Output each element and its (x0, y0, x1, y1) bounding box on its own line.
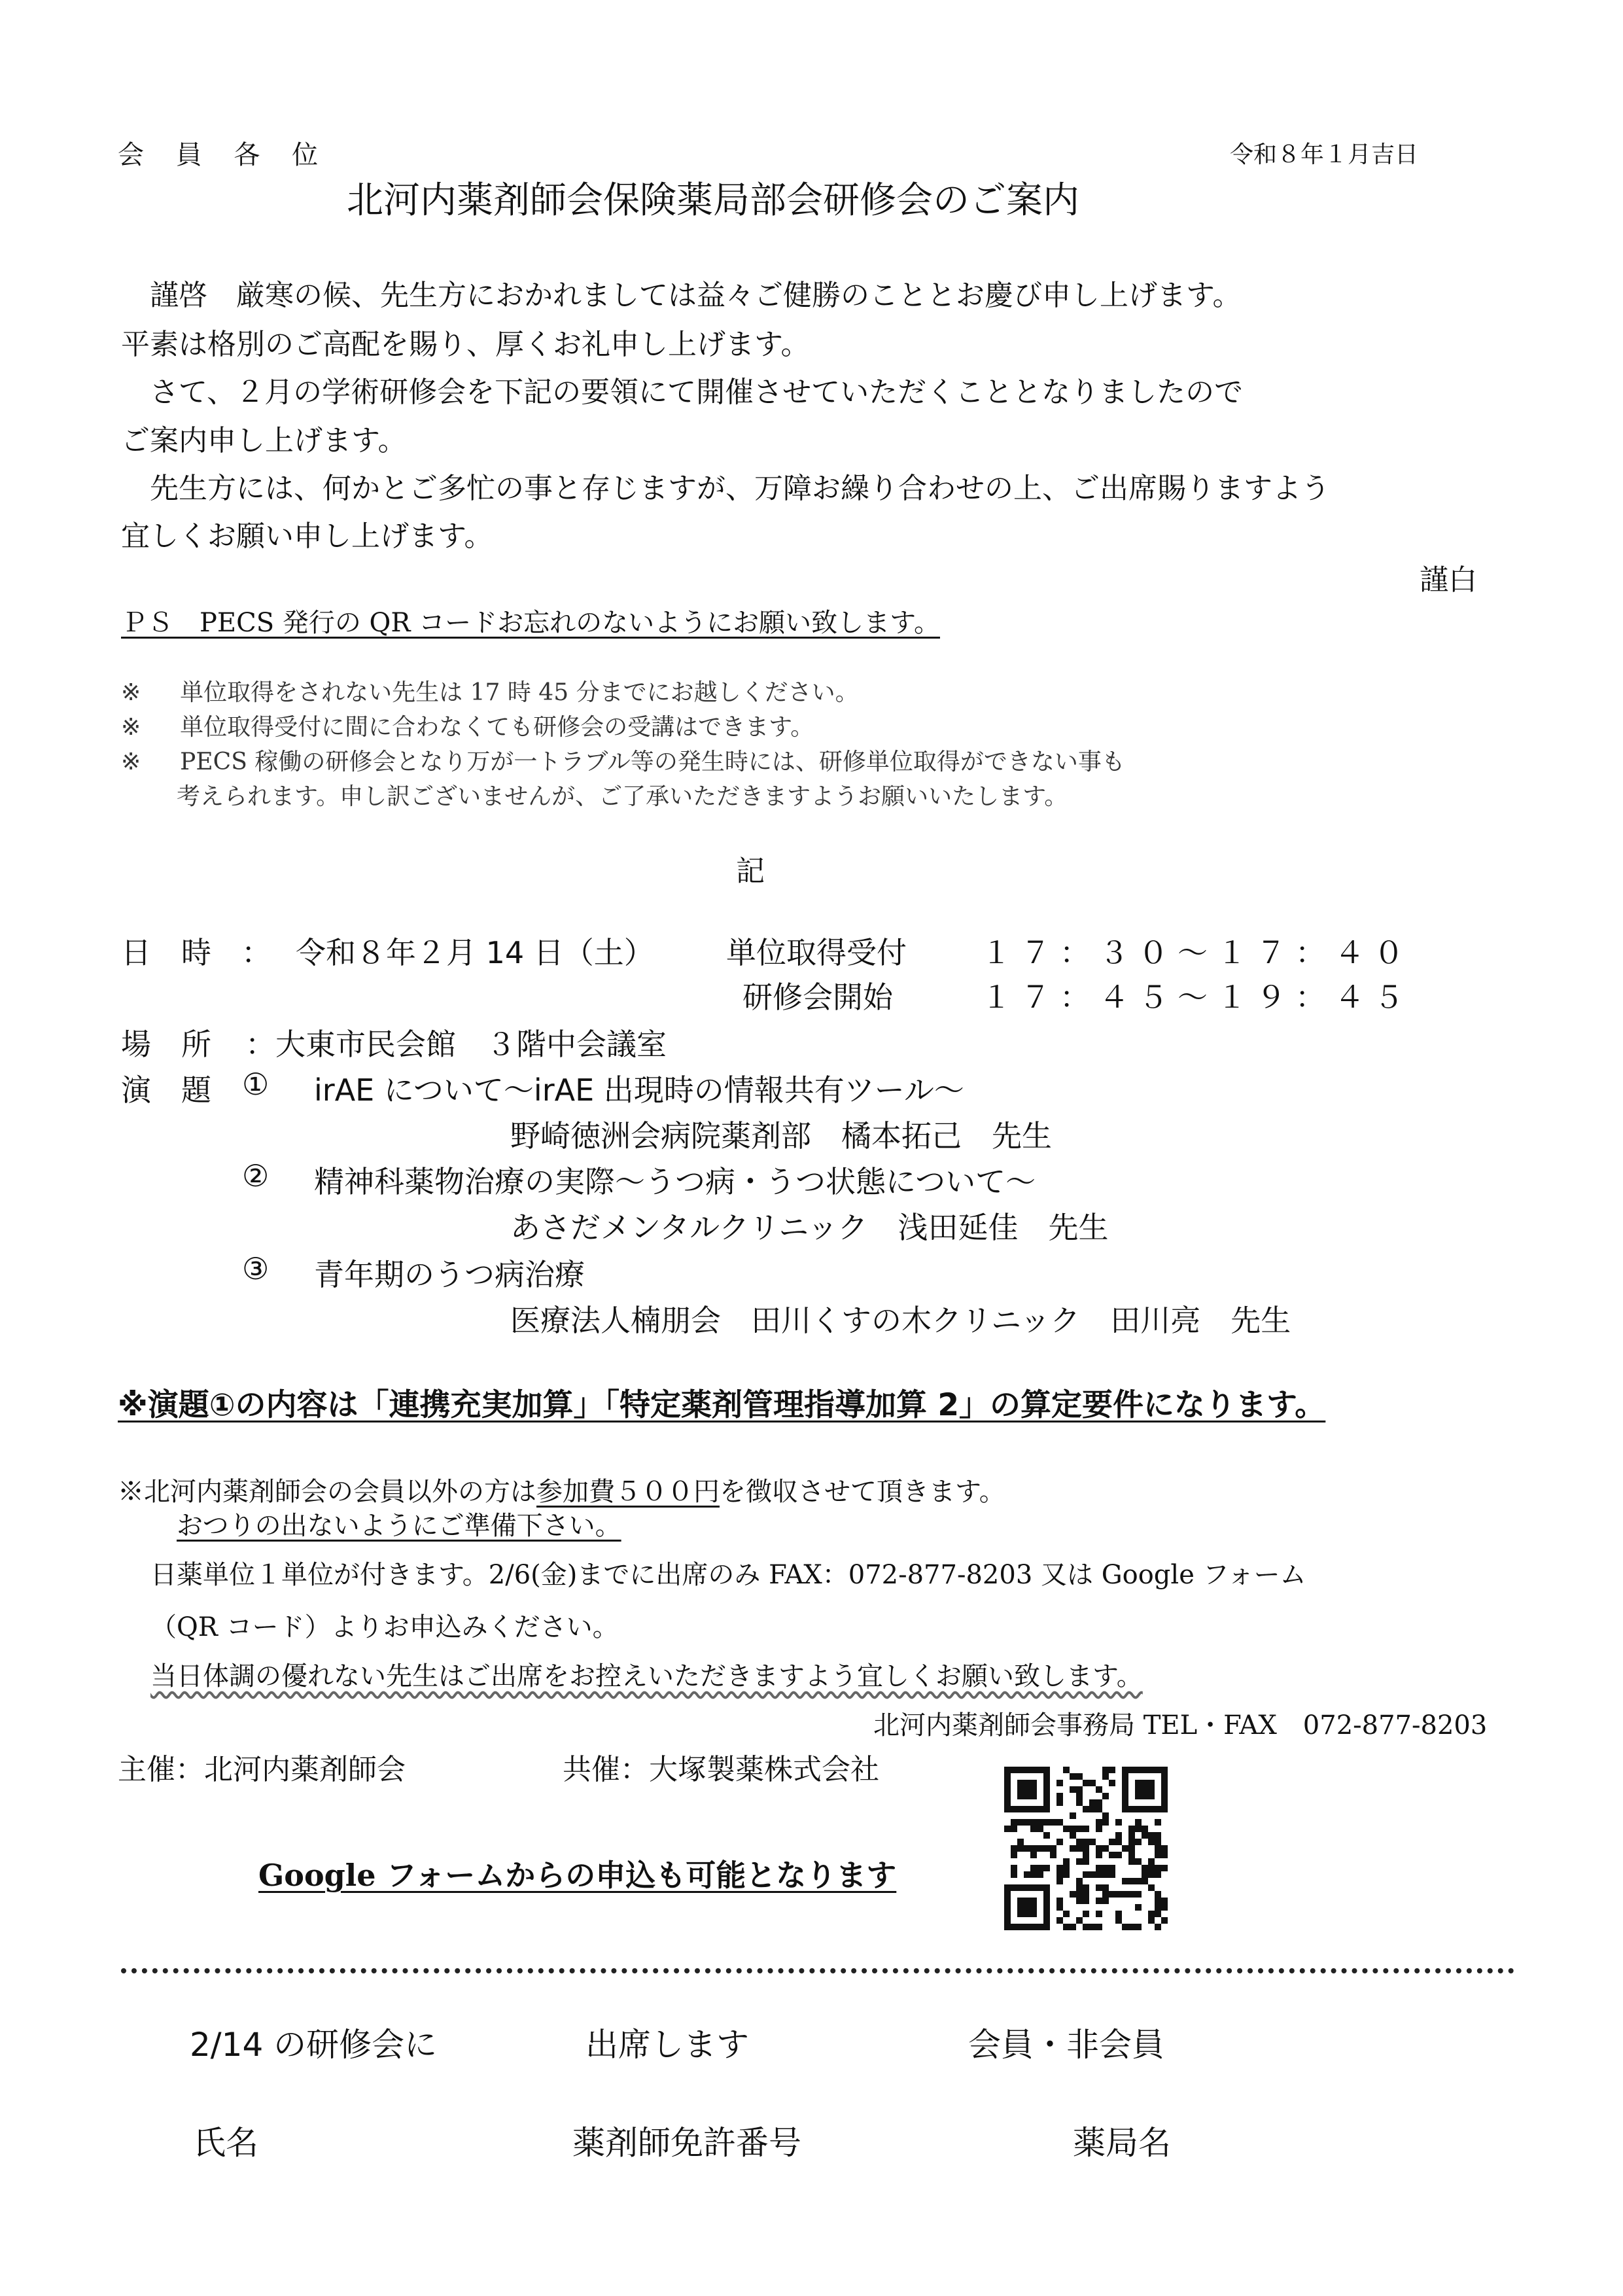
fee-amount: 参加費５００円 (536, 1477, 720, 1507)
place-label: 場 所 (121, 1027, 211, 1062)
note-2 (121, 709, 814, 742)
note-text: 単位取得をされない先生は 17 時 45 分までにお越しください。 (180, 679, 859, 706)
google-form-link[interactable]: Google フォームからの申込も可能となります (258, 1858, 897, 1893)
topic-3-title: 青年期のうつ病治療 (314, 1257, 585, 1292)
place-value: ：大東市民会館 ３階中会議室 (245, 1027, 667, 1062)
topic-1-speaker: 野崎徳洲会病院薬剤部 橘本拓己 先生 (510, 1118, 1052, 1154)
topic-3-speaker: 医療法人楠朋会 田川くすの木クリニック 田川亮 先生 (510, 1303, 1291, 1338)
fee-intro: ※北河内薬剤師会の会員以外の方は (118, 1477, 536, 1507)
note-text: 単位取得受付に間に合わなくても研修会の受講はできます。 (180, 714, 814, 741)
fee-line-2: おつりの出ないようにご準備下さい。 (177, 1511, 621, 1541)
cut-line (121, 1968, 1514, 1973)
topic-label: 演 題 (121, 1072, 211, 1108)
fee-line-3: 日薬単位１単位が付きます。2/6(金)までに出席のみ FAX：072-877-8203 又は Google フォーム (150, 1560, 1306, 1590)
ps-note: ＰＳ PECS 発行の QR コードお忘れのないようにお願い致します。 (121, 608, 940, 638)
letter-line-4: ご案内申し上げます。 (121, 424, 407, 457)
form-attend[interactable]: 出席します (585, 2026, 749, 2064)
office-contact: 北河内薬剤師会事務局 TEL・FAX 072-877-8203 (873, 1710, 1488, 1740)
fee-line-5: 当日体調の優れない先生はご出席をお控えいただきますよう宜しくお願い致します。 (150, 1661, 1143, 1691)
letter-line-1: 謹啓 厳寒の候、先生方におかれましては益々ご健勝のこととお慶び申し上げます。 (121, 279, 1242, 312)
page-title: 北河内薬剤師会保険薬局部会研修会のご案内 (347, 179, 1079, 222)
start-time: １７：４５～１９：４５ (981, 980, 1413, 1015)
topic-2-speaker: あさだメンタルクリニック 浅田延佳 先生 (510, 1210, 1109, 1245)
note-text: PECS 稼働の研修会となり万が一トラブル等の発生時には、研修単位取得ができない事も (180, 749, 1125, 775)
recipient: 会 員 各 位 (118, 140, 330, 170)
form-event: 2/14 の研修会に (190, 2026, 438, 2064)
requirement-note: ※演題①の内容は「連携充実加算」「特定薬剤管理指導加算 2」の算定要件になります。 (118, 1387, 1326, 1423)
letter-line-5: 先生方には、何かとご多忙の事と存じますが、万障お繰り合わせの上、ご出席賜りますよう (121, 472, 1330, 505)
letter-line-6: 宜しくお願い申し上げます。 (121, 520, 493, 553)
closing: 謹白 (1420, 563, 1477, 597)
form-membership[interactable]: 会員・非会員 (968, 2026, 1164, 2064)
fee-line-4: （QR コード）よりお申込みください。 (150, 1612, 619, 1642)
datetime-label: 日 時 ： (121, 935, 271, 970)
ki-heading: 記 (736, 855, 765, 888)
host: 主催：北河内薬剤師会 (118, 1753, 406, 1786)
note-mark: ※ (121, 679, 141, 706)
topic-1-number: ① (242, 1067, 270, 1102)
fee-outro: を徴収させて頂きます。 (720, 1477, 1005, 1507)
note-mark: ※ (121, 749, 141, 775)
topic-2-number: ② (242, 1158, 270, 1193)
event-date: 令和８年２月 14 日（土） (296, 935, 654, 970)
topic-2-title: 精神科薬物治療の実際～うつ病・うつ状態について～ (314, 1164, 1036, 1199)
note-mark: ※ (121, 714, 141, 741)
note-3 (121, 743, 1125, 777)
note-text: 考えられます。申し訳ございませんが、ご了承いただきますようお願いいたします。 (177, 783, 1068, 810)
note-1 (121, 674, 859, 707)
fee-line-1 (118, 1471, 1005, 1508)
cohost: 共催：大塚製薬株式会社 (563, 1753, 879, 1786)
start-label: 研修会開始 (742, 980, 893, 1015)
form-name-label: 氏名 (193, 2124, 258, 2162)
note-4 (177, 778, 1068, 811)
form-pharmacy-label: 薬局名 (1073, 2124, 1171, 2162)
letter-line-3: さて、２月の学術研修会を下記の要領にて開催させていただくこととなりましたので (121, 376, 1244, 409)
topic-3-number: ③ (242, 1251, 270, 1286)
letter-line-2: 平素は格別のご高配を賜り、厚くお礼申し上げます。 (121, 328, 810, 361)
issue-date: 令和８年１月吉日 (1230, 141, 1419, 168)
reception-time: １７：３０～１７：４０ (981, 935, 1413, 970)
topic-1-title: irAE について～irAE 出現時の情報共有ツール～ (314, 1072, 964, 1108)
form-license-label: 薬剤師免許番号 (572, 2124, 801, 2162)
reception-label: 単位取得受付 (726, 935, 907, 970)
qr-code[interactable] (1004, 1767, 1168, 1930)
